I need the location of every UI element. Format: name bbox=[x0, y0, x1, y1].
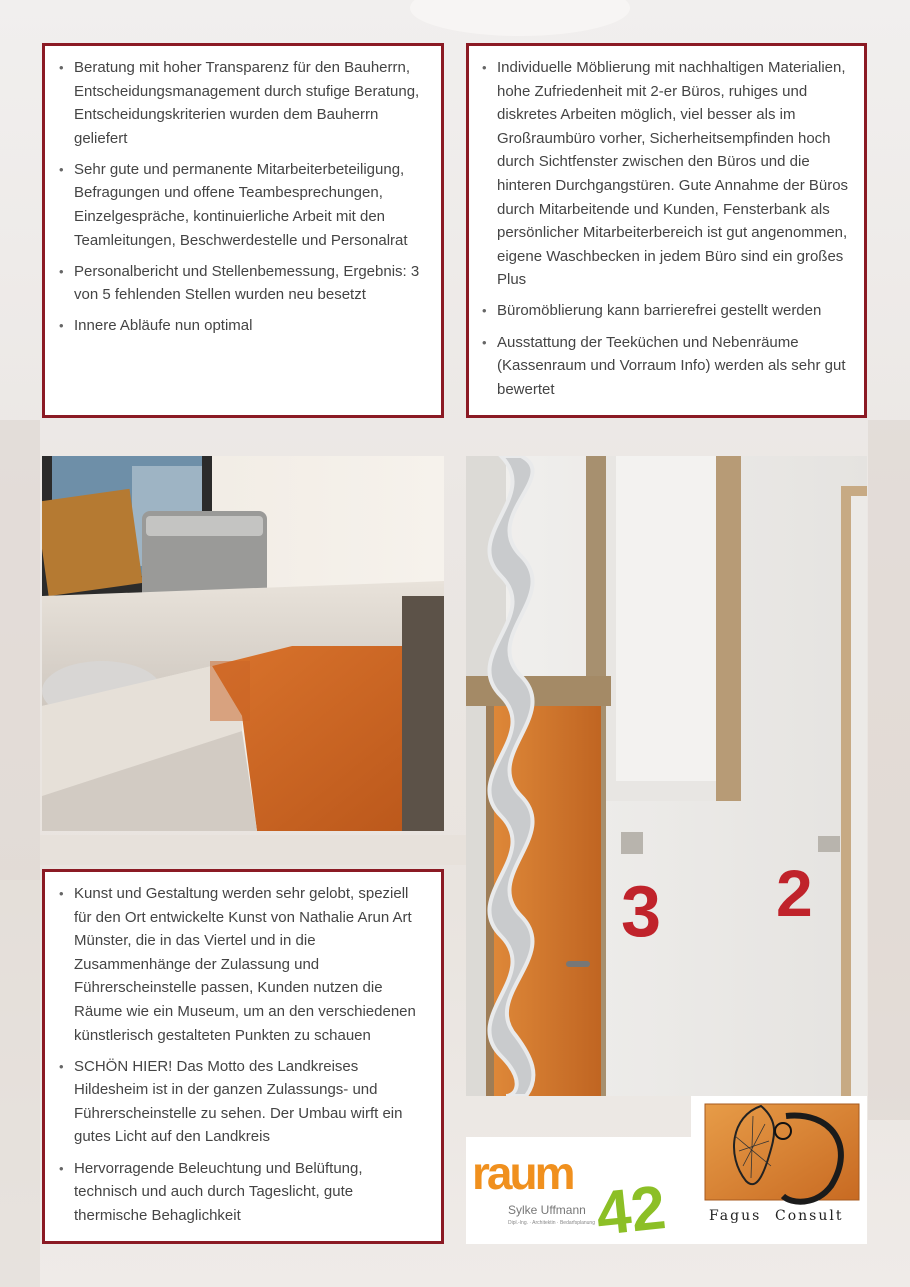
logo-raum-name: Sylke Uffmann bbox=[508, 1203, 586, 1217]
list-item: • Individuelle Möblierung mit nachhaltigen Materialien, hohe Zufriedenheit mit 2-er Büros, ruhiges und diskretes Arbeiten möglich, viel besser als im Großraumbüro vorher, Sicherheitsempfinden hoch durch Sichtfenster zwischen den Büros und die hinteren Durchgangstüren. Gute Annahme der Büros durch Mitarbeitende und Kunden, Fensterbank als persönlicher Mitarbeiterbereich ist gut angenommen, eigene Waschbecken in jedem Büro sind ein großes Plus bbox=[471, 56, 856, 292]
info-box-art bbox=[42, 869, 444, 1244]
list-item: • SCHÖN HIER! Das Motto des Landkreises Hildesheim ist in der ganzen Zulassungs- und Führerscheinstelle zu sehen. Der Umbau wirft ein gutes Licht auf den Landkreis bbox=[48, 1055, 427, 1149]
photo-office-doors-image bbox=[466, 456, 867, 1096]
logo-raum42 bbox=[466, 1137, 691, 1244]
logo-raum-number: 42 bbox=[593, 1173, 669, 1244]
bullet-list bbox=[48, 56, 427, 338]
logo-fagusconsult-graphic bbox=[691, 1096, 867, 1244]
bullet-list bbox=[471, 56, 856, 401]
list-item: • Ausstattung der Teeküchen und Nebenräume (Kassenraum und Vorraum Info) werden als sehr gut bewertet bbox=[471, 331, 856, 402]
logo-fagusconsult bbox=[691, 1096, 867, 1244]
list-item: • Innere Abläufe nun optimal bbox=[48, 314, 427, 338]
info-box-furnishing bbox=[466, 43, 867, 418]
list-item: • Hervorragende Beleuchtung und Belüftung, technisch und auch durch Tageslicht, gute thermische Behaglichkeit bbox=[48, 1157, 427, 1228]
photo-office-sink-image bbox=[42, 456, 444, 831]
list-item: • Beratung mit hoher Transparenz für den Bauherrn, Entscheidungsmanagement durch stufige Beratung, Entscheidungskriterien wurden dem Bauherrn geliefert bbox=[48, 56, 427, 150]
logo-raum-subtitle: Dipl.-Ing. · Architektin · Bedarfsplanung bbox=[508, 1220, 595, 1226]
photo-office-sink bbox=[42, 456, 444, 831]
bullet-list bbox=[48, 882, 427, 1227]
list-item: • Personalbericht und Stellenbemessung, Ergebnis: 3 von 5 fehlenden Stellen wurden neu besetzt bbox=[48, 260, 427, 307]
logo-raum-wordmark: raum bbox=[472, 1147, 573, 1199]
room-number-3: 3 bbox=[621, 872, 662, 952]
room-number-2: 2 bbox=[776, 856, 813, 930]
photo-office-doors bbox=[466, 456, 867, 1096]
logo-fagus-word1: Fagus bbox=[709, 1208, 762, 1224]
logo-raum42-graphic bbox=[466, 1137, 691, 1244]
list-item: • Sehr gute und permanente Mitarbeiterbeteiligung, Befragungen und offene Teambesprechungen, Einzelgespräche, kontinuierliche Arbeit mit den Teamleitungen, Beschwerdestelle und Personalrat bbox=[48, 158, 427, 252]
list-item: • Büromöblierung kann barrierefrei gestellt werden bbox=[471, 299, 856, 323]
logo-fagus-word2: Consult bbox=[775, 1208, 844, 1224]
info-box-consulting bbox=[42, 43, 444, 418]
list-item: • Kunst und Gestaltung werden sehr gelobt, speziell für den Ort entwickelte Kunst von Nathalie Arun Art Münster, die in das Viertel und in die Zusammenhänge der Zulassung und Führerscheinstelle passen, Kunden nutzen die Räume wie ein Museum, um an den verschiedenen künstlerisch gestalteten Punkten zu schauen bbox=[48, 882, 427, 1047]
